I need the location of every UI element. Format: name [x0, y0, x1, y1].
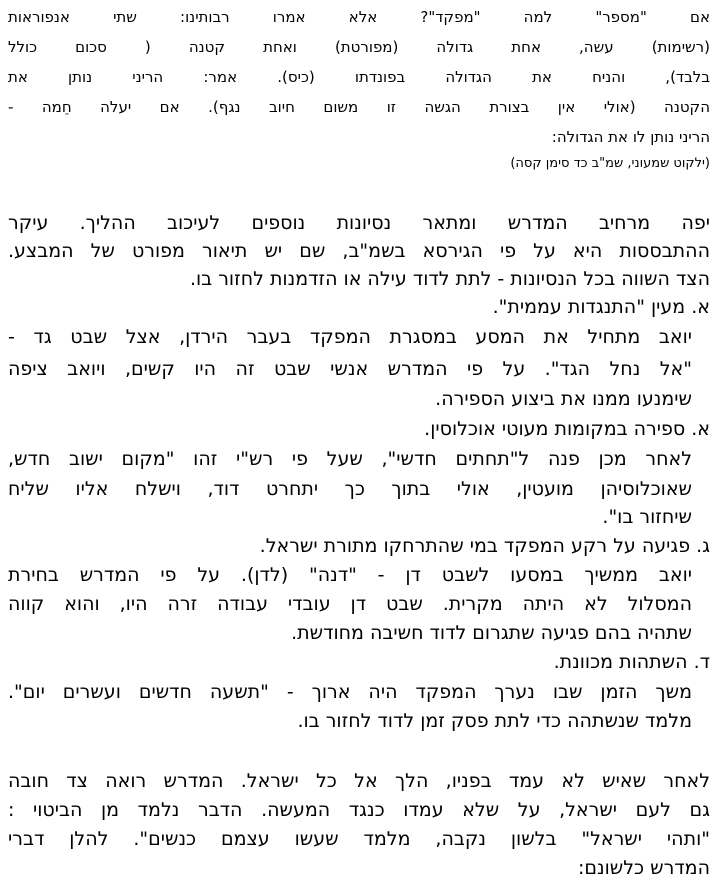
item-title: ג. פגיעה על רקע המפקד במי שהתרחקו מתורת ישראל.: [259, 537, 710, 556]
item-line: שאוכלוסיהן מועטין, אולי בתוך כך יתחרט דוד, וישלח אליו שליח: [8, 480, 692, 499]
quote-line: אם "מספר" למה "מפקד"? אלא אמרו רבותינו: שתי אנפוראות: [8, 10, 710, 25]
quote-line: הקטנה (אולי אין בצורת הגשה זו משום חיוב נגף). אם יעלה חֵמה -: [8, 100, 710, 115]
item-title: א. ספירה במקומות מעוטי אוכלוסין.: [424, 420, 710, 439]
intro-line: יפה מרחיב המדרש ומתאר נסיונות נוספים לעיכוב ההליך. עיקר: [8, 214, 710, 233]
item-line: שימנעו ממנו את ביצוע הספירה.: [435, 390, 692, 409]
quote-source: (ילקוט שמעוני, שמ"ב כד סימן קסה): [510, 157, 710, 170]
item-line: משך הזמן שבו נערך המפקד היה ארוך - "תשעה חדשים ועשרים יום".: [8, 683, 692, 702]
closing-line: "ותהי ישראל" בלשון נקבה, מלמד שעשו עצמם כנשים". להלן דברי: [8, 830, 710, 849]
item-line: מלמד שנשתהה כדי לתת פסק זמן לדוד לחזור בו.: [297, 712, 692, 731]
closing-line: לאחר שאיש לא עמד בפניו, הלך אל כל ישראל. המדרש רואה צד חובה: [8, 772, 710, 791]
item-line: המסלול לא היתה מקרית. שבט דן עובדי עבודה זרה היו, והוא קווה: [8, 595, 692, 614]
item-title: ד. השתהות מכוונת.: [553, 653, 710, 672]
quote-line: (רשימות) עשה, אחת גדולה (מפורטת) ואחת קטנה ( סכום כולל: [8, 40, 710, 55]
intro-line: הצד השווה בכל הנסיונות - לתת לדוד עילה או הזדמנות לחזור בו.: [189, 270, 710, 289]
closing-line: גם לעם ישראל, על שלא עמדו כנגד המעשה. הדבר נלמד מן הביטוי :: [8, 801, 710, 820]
quote-line: הריני נותן לו את הגדולה:: [551, 130, 710, 145]
quote-line: בלבד), והניח את הגדולה בפונדתו (כיס). אמר: הריני נותן את: [8, 70, 710, 85]
item-line: שתהיה בהם פגיעה שתגרום לדוד חשיבה מחודשת.: [291, 624, 692, 643]
item-line: יואב ממשיך במסעו לשבט דן - "דנה" (לדן). על פי המדרש בחירת: [8, 566, 692, 585]
item-title: א. מעין "התנגדות עממית".: [492, 298, 710, 317]
item-line: "אל נחל הגד". על פי המדרש אנשי שבט זה היו קשים, ויואב ציפה: [8, 360, 692, 379]
item-line: יואב מתחיל את המסע במסגרת המפקד בעבר הירדן, אצל שבט גד -: [8, 328, 692, 347]
item-line: לאחר מכן פנה ל"תחתים חדשי", שעל פי רש"י זהו "מקום ישוב חדש,: [8, 450, 692, 469]
item-line: שיחזור בו".: [602, 508, 692, 527]
closing-line: המדרש כלשונם:: [577, 859, 710, 878]
intro-line: ההתבססות היא על פי הגירסא בשמ"ב, שם יש תיאור מפורט של המבצע.: [8, 242, 710, 261]
